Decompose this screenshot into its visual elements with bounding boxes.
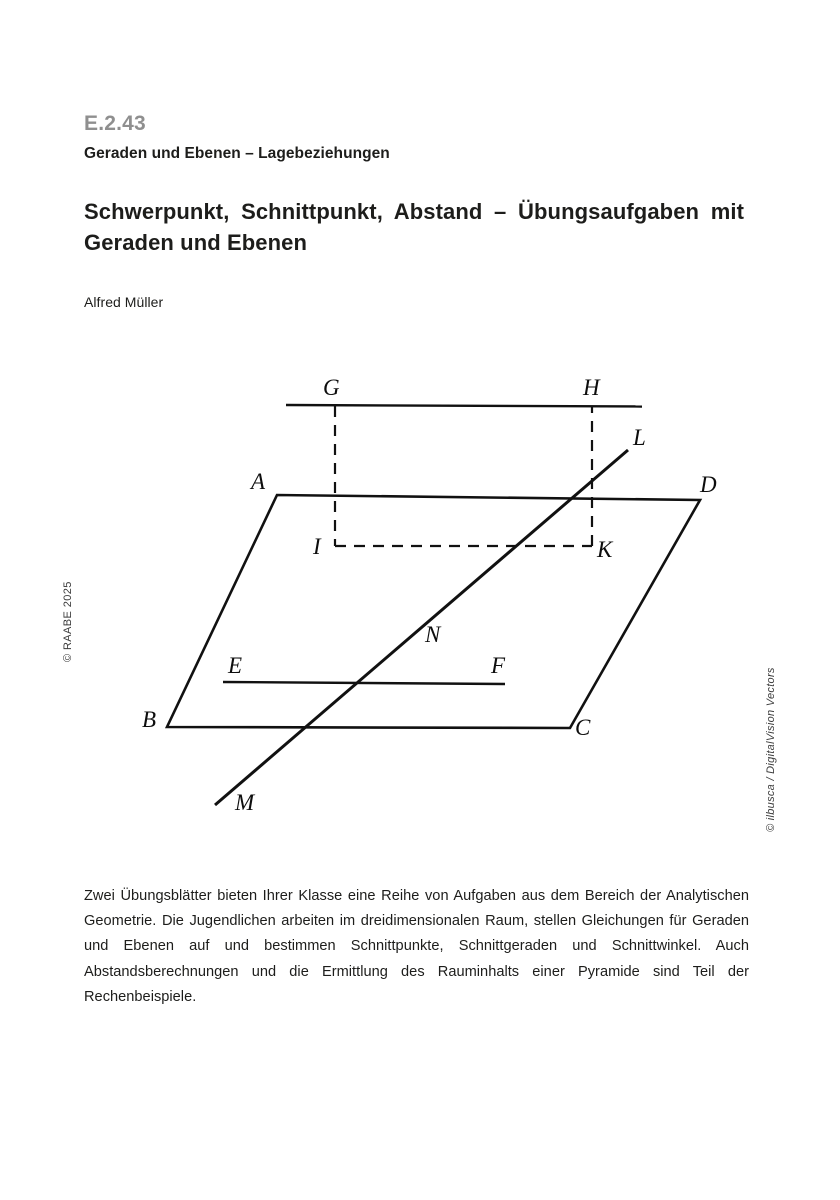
label-L: L bbox=[633, 425, 646, 450]
document-header bbox=[84, 112, 754, 310]
label-B: B bbox=[142, 707, 157, 732]
abstract-paragraph: Zwei Übungsblätter bieten Ihrer Klasse eine Reihe von Aufgaben aus dem Bereich der Analytischen Geometrie. Die Jugendlichen arbeiten im dreidimensionalen Raum, stellen Gleichungen für Geraden und Ebenen auf und bestimmen Schnittpunkte, Schnittgeraden und Schnittwinkel. Auch Abstandsberechnungen und die Ermittlung des Rauminhalts einer Pyramide sind Teil der Rechenbeispiele. bbox=[84, 888, 749, 1005]
copyright-left: © RAABE 2025 bbox=[62, 581, 74, 662]
page-title: Schwerpunkt, Schnittpunkt, Abstand – Übungsaufgaben mit Geraden und Ebenen bbox=[84, 198, 744, 255]
line-segment-gh bbox=[286, 405, 642, 407]
series-subtitle: Geraden und Ebenen – Lagebeziehungen bbox=[84, 144, 390, 162]
author-name: Alfred Müller bbox=[84, 293, 164, 310]
line-segment-ml bbox=[215, 450, 628, 805]
label-D: D bbox=[700, 472, 717, 497]
plane-and-line-diagram bbox=[120, 360, 740, 840]
label-M: M bbox=[235, 790, 255, 815]
label-N: N bbox=[425, 622, 441, 647]
image-credit-right: © ilbusca / DigitalVision Vectors bbox=[765, 667, 777, 832]
label-F: F bbox=[491, 653, 506, 678]
label-K: K bbox=[597, 537, 613, 562]
unit-code: E.2.43 bbox=[84, 112, 146, 135]
label-C: C bbox=[575, 715, 591, 740]
label-I: I bbox=[313, 534, 321, 559]
geometry-figure bbox=[120, 360, 740, 840]
label-H: H bbox=[583, 375, 600, 400]
label-E: E bbox=[228, 653, 243, 678]
line-segment-ef bbox=[223, 682, 505, 684]
label-A: A bbox=[251, 469, 266, 494]
plane-parallelogram-abcd bbox=[167, 495, 700, 728]
label-G: G bbox=[323, 375, 340, 400]
